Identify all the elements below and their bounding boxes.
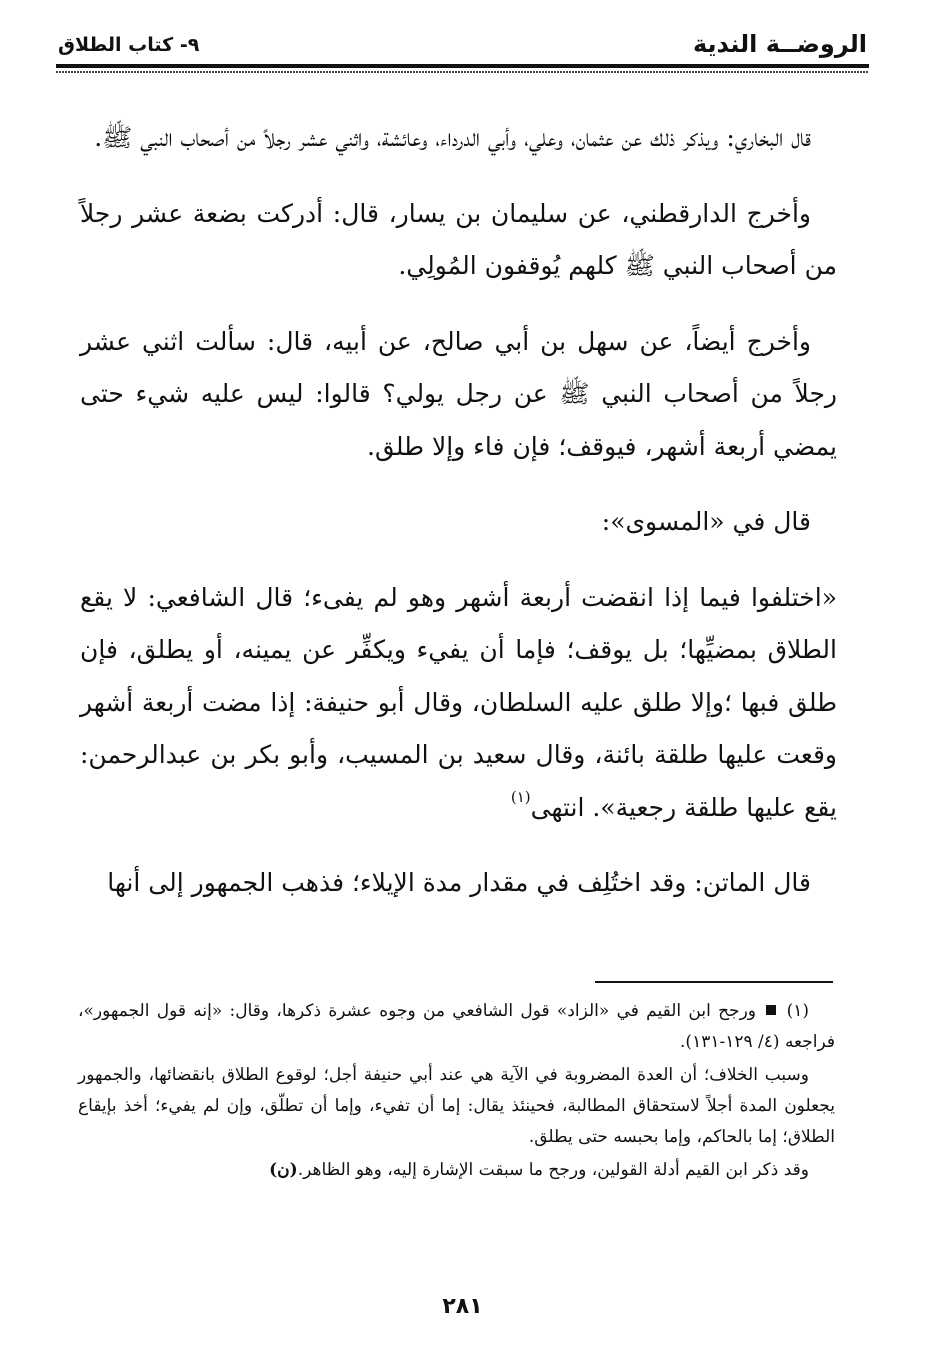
chapter-title: ٩- كتاب الطلاق	[58, 34, 200, 56]
square-marker-icon	[766, 1005, 776, 1015]
footnote-1	[78, 996, 835, 1058]
running-header	[58, 28, 867, 62]
editor-mark: (ن)	[269, 1160, 298, 1180]
quote-text: «اختلفوا فيما إذا انقضت أربعة أشهر وهو لم يفىء؛ قال الشافعي: لا يقع الطلاق بمضيِّها؛ بل يوقف؛ فإما أن يفيء ويكفِّر عن يمينه، أو يطلق، فإن طلق فبها ؛وإلا طلق عليه السلطان، وقال أبو حنيفة: إذا مضت أربعة أشهر وقعت عليها طلقة بائنة، وقال سعيد بن المسيب، وأبو بكر بن عبدالرحمن: يقع عليها طلقة رجعية». انتهى	[80, 582, 837, 822]
footnote-paragraph-3-text: وقد ذكر ابن القيم أدلة القولين، ورجح ما سبقت الإشارة إليه، وهو الظاهر.	[297, 1160, 809, 1180]
footnote-paragraph-2: وسبب الخلاف؛ أن العدة المضروبة في الآية هي عند أبي حنيفة أجل؛ لوقوع الطلاق بانقضائها، والجمهور يجعلون المدة أجلاً لاستحقاق المطالبة، فحينئذ يقال: إما أن تفيء، وإما أن تطلّق، وإن لم يفيء؛ أخذ بإيقاع الطلاق؛ إما بالحاكم، وإما بحبسه حتى يطلق.	[78, 1065, 835, 1147]
page-number: ٢٨١	[442, 1294, 483, 1319]
main-text	[80, 112, 837, 933]
footnote-reference[interactable]: (١)	[510, 787, 531, 806]
footnote-separator	[595, 981, 833, 983]
header-rule-dotted	[56, 71, 869, 73]
header-rule-thick	[56, 64, 869, 68]
footnotes	[78, 996, 835, 1188]
footnote-1-text: ورجح ابن القيم في «الزاد» قول الشافعي من وجوه عشرة ذكرها، وقال: «إنه قول الجمهور»، فراجعه (٤/ ١٢٩-١٣١).	[78, 1001, 835, 1052]
paragraph-suhail: وأخرج أيضاً، عن سهل بن أبي صالح، عن أبيه، قال: سألت اثني عشر رجلاً من أصحاب النبي ﷺ عن رجل يولي؟ قالوا: ليس عليه شيء حتى يمضي أربعة أشهر، فيوقف؛ فإن فاء وإلا طلق.	[80, 326, 837, 461]
paragraph-maten: قال الماتن: وقد اختُلِف في مقدار مدة الإيلاء؛ فذهب الجمهور إلى أنها	[107, 868, 811, 897]
paragraph-musawwa-heading: قال في «المسوى»:	[601, 507, 811, 536]
footnote-1-number: (١)	[786, 1001, 810, 1021]
paragraph-bukhari: قال البخاري: ويذكر ذلك عن عثمان، وعلي، وأبي الدرداء، وعائشة، واثني عشر رجلاً من أصحاب النبي ﷺ.	[94, 123, 811, 152]
footnote-paragraph-3	[78, 1155, 835, 1186]
paragraph-musawwa-quote	[80, 572, 837, 835]
book-title: الروضــة الندية	[692, 30, 867, 58]
paragraph-daraqutni: وأخرج الدارقطني، عن سليمان بن يسار، قال: أدركت بضعة عشر رجلاً من أصحاب النبي ﷺ كلهم يُوقفون المُولِي.	[80, 198, 837, 280]
